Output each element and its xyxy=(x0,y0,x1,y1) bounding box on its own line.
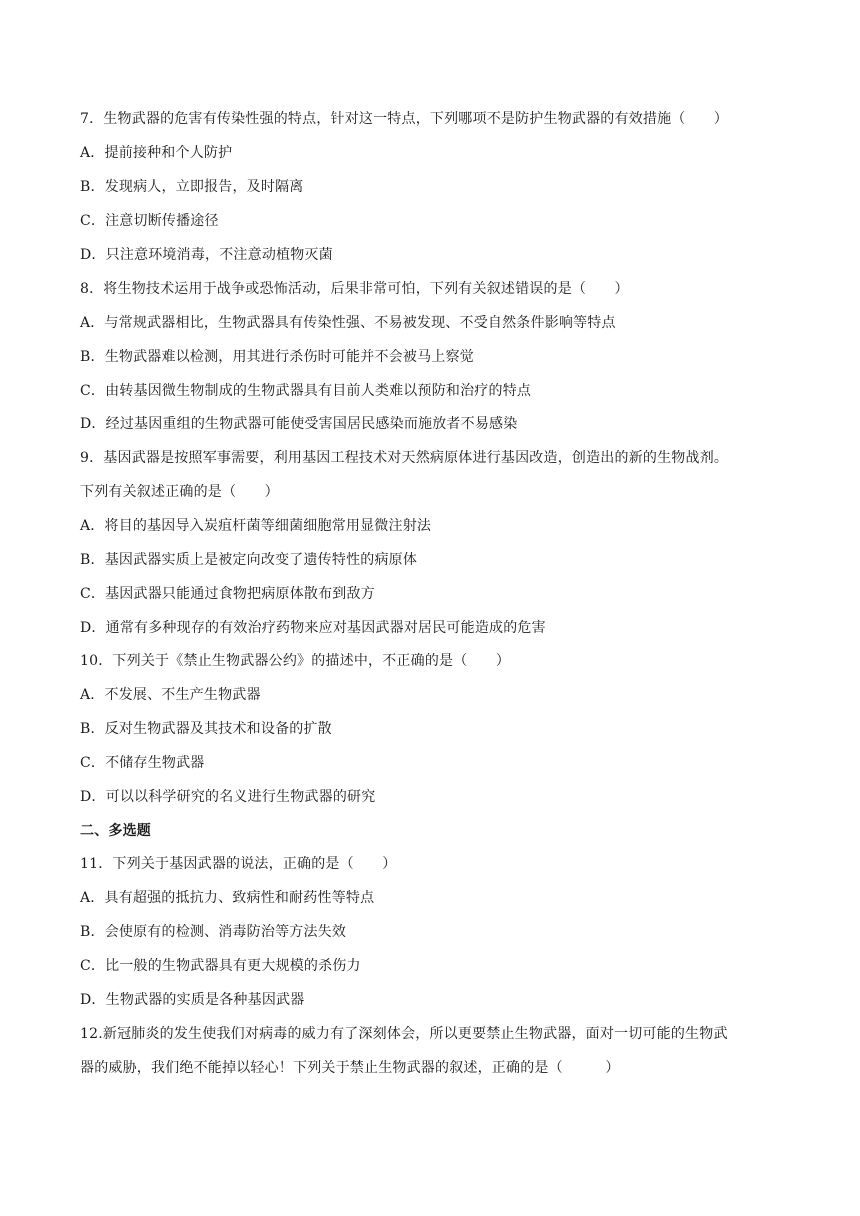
question-7-option-d: D．只注意环境消毒，不注意动植物灭菌 xyxy=(80,247,333,263)
section-heading-multiple-choice: 二、多选题 xyxy=(80,823,151,839)
question-7-option-a: A．提前接种和个人防护 xyxy=(80,145,233,161)
question-12-stem-line-1: 12.新冠肺炎的发生使我们对病毒的威力有了深刻体会，所以更要禁止生物武器，面对一切可能的生物武 xyxy=(80,1026,728,1042)
question-8-option-c: C．由转基因微生物制成的生物武器具有目前人类难以预防和治疗的特点 xyxy=(80,383,532,399)
question-8-option-d: D．经过基因重组的生物武器可能使受害国居民感染而施放者不易感染 xyxy=(80,416,518,432)
question-11-option-a: A．具有超强的抵抗力、致病性和耐药性等特点 xyxy=(80,890,375,906)
question-11-option-d: D．生物武器的实质是各种基因武器 xyxy=(80,992,305,1008)
question-8-option-b: B．生物武器难以检测，用其进行杀伤时可能并不会被马上察觉 xyxy=(80,349,474,365)
question-9-option-c: C．基因武器只能通过食物把病原体散布到敌方 xyxy=(80,586,375,602)
question-11-option-c: C．比一般的生物武器具有更大规模的杀伤力 xyxy=(80,958,361,974)
question-7-option-b: B．发现病人，立即报告，及时隔离 xyxy=(80,179,304,195)
question-8-stem: 8．将生物技术运用于战争或恐怖活动，后果非常可怕，下列有关叙述错误的是（ ） xyxy=(80,281,629,297)
question-7-stem: 7．生物武器的危害有传染性强的特点，针对这一特点，下列哪项不是防护生物武器的有效措施（ ） xyxy=(80,111,729,127)
question-12-stem-line-2: 器的威胁，我们绝不能掉以轻心！下列关于禁止生物武器的叙述，正确的是（ ） xyxy=(80,1060,620,1076)
question-10-option-d: D．可以以科学研究的名义进行生物武器的研究 xyxy=(80,789,376,805)
question-9-option-a: A．将目的基因导入炭疽杆菌等细菌细胞常用显微注射法 xyxy=(80,518,432,534)
question-7-option-c: C．注意切断传播途径 xyxy=(80,213,219,229)
question-9-stem-line-1: 9．基因武器是按照军事需要，利用基因工程技术对天然病原体进行基因改造，创造出的新的生物战剂。 xyxy=(80,450,729,466)
question-10-option-b: B．反对生物武器及其技术和设备的扩散 xyxy=(80,721,332,737)
question-9-stem-line-2: 下列有关叙述正确的是（ ） xyxy=(80,484,279,500)
question-10-option-a: A．不发展、不生产生物武器 xyxy=(80,687,261,703)
question-8-option-a: A．与常规武器相比，生物武器具有传染性强、不易被发现、不受自然条件影响等特点 xyxy=(80,315,616,331)
question-9-option-b: B．基因武器实质上是被定向改变了遗传特性的病原体 xyxy=(80,552,418,568)
question-10-option-c: C．不储存生物武器 xyxy=(80,755,205,771)
question-11-stem: 11．下列关于基因武器的说法，正确的是（ ） xyxy=(80,856,397,872)
question-10-stem: 10．下列关于《禁止生物武器公约》的描述中，不正确的是（ ） xyxy=(80,653,511,669)
question-9-option-d: D．通常有多种现存的有效治疗药物来应对基因武器对居民可能造成的危害 xyxy=(80,620,546,636)
question-11-option-b: B．会使原有的检测、消毒防治等方法失效 xyxy=(80,924,347,940)
